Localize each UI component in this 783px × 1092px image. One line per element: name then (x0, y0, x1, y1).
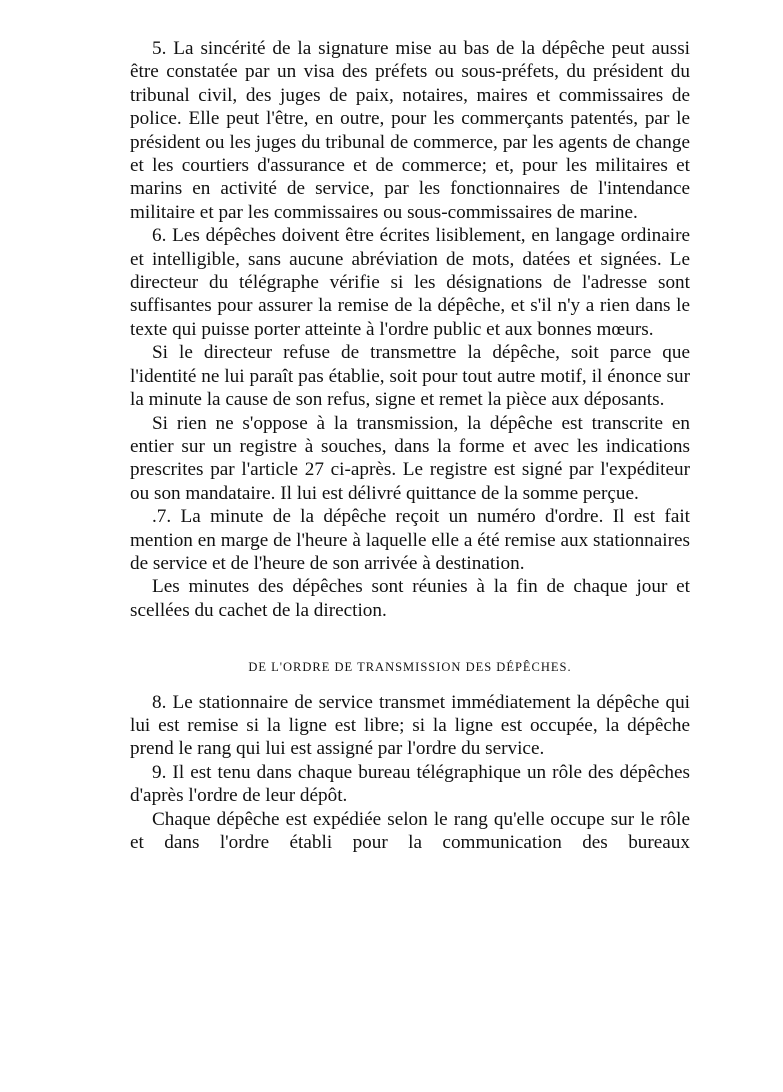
section-heading: DE L'ORDRE DE TRANSMISSION DES DÉPÊCHES. (248, 660, 572, 675)
paragraph-article-6: 6. Les dépêches doivent être écrites lisiblement, en langage ordinaire et intelligible, sans aucune abréviation de mots, datées et signées. Le directeur du télégraphe vérifie si les désignations de l'adresse sont suffisantes pour assurer la remise de la dépêche, et s'il n'y a rien dans le texte qui puisse porter atteinte à l'ordre public et aux bonnes mœurs. (130, 225, 690, 340)
paragraph-minutes: Les minutes des dépêches sont réunies à la fin de chaque jour et scellées du cachet de la direction. (130, 576, 690, 621)
paragraph-order: Chaque dépêche est expédiée selon le rang qu'elle occupe sur le rôle et dans l'ordre établi pour la communication des bureaux (130, 808, 690, 853)
paragraph-article-7: .7. La minute de la dépêche reçoit un numéro d'ordre. Il est fait mention en marge de l'heure à laquelle elle a été remise aux stationnaires de service et de l'heure de son arrivée à destination. (130, 506, 690, 574)
paragraph-refusal: Si le directeur refuse de transmettre la dépêche, soit parce que l'identité ne lui paraît pas établie, soit pour tout autre motif, il énonce sur la minute la cause de son refus, signe et remet la pièce aux déposants. (130, 342, 690, 411)
body-text (130, 37, 690, 854)
paragraph-article-9: 9. Il est tenu dans chaque bureau télégraphique un rôle des dépêches d'après l'ordre de leur dépôt. (130, 761, 690, 807)
paragraph-article-5: 5. La sincérité de la signature mise au bas de la dépêche peut aussi être constatée par un visa des préfets ou sous-préfets, du président du tribunal civil, des juges de paix, notaires, maires et commissaires de police. Elle peut l'être, en outre, pour les commerçants patentés, par le président ou les juges du tribunal de commerce, par les agents de change et les courtiers d'assurance et de commerce; et, pour les militaires et marins en activité de service, par les fonctionnaires de l'intendance militaire et par les commissaires ou sous-commissaires de marine. (130, 38, 690, 223)
paragraph-article-8: 8. Le stationnaire de service transmet immédiatement la dépêche qui lui est remise si la ligne est libre; si la ligne est occupée, la dépêche prend le rang qui lui est assigné par l'ordre du service. (130, 691, 690, 760)
paragraph-transcription: Si rien ne s'oppose à la transmission, la dépêche est transcrite en entier sur un registre à souches, dans la forme et avec les indications prescrites par l'article 27 ci-après. Le registre est signé par l'expéditeur ou son mandataire. Il lui est délivré quittance de la somme perçue. (130, 412, 690, 504)
